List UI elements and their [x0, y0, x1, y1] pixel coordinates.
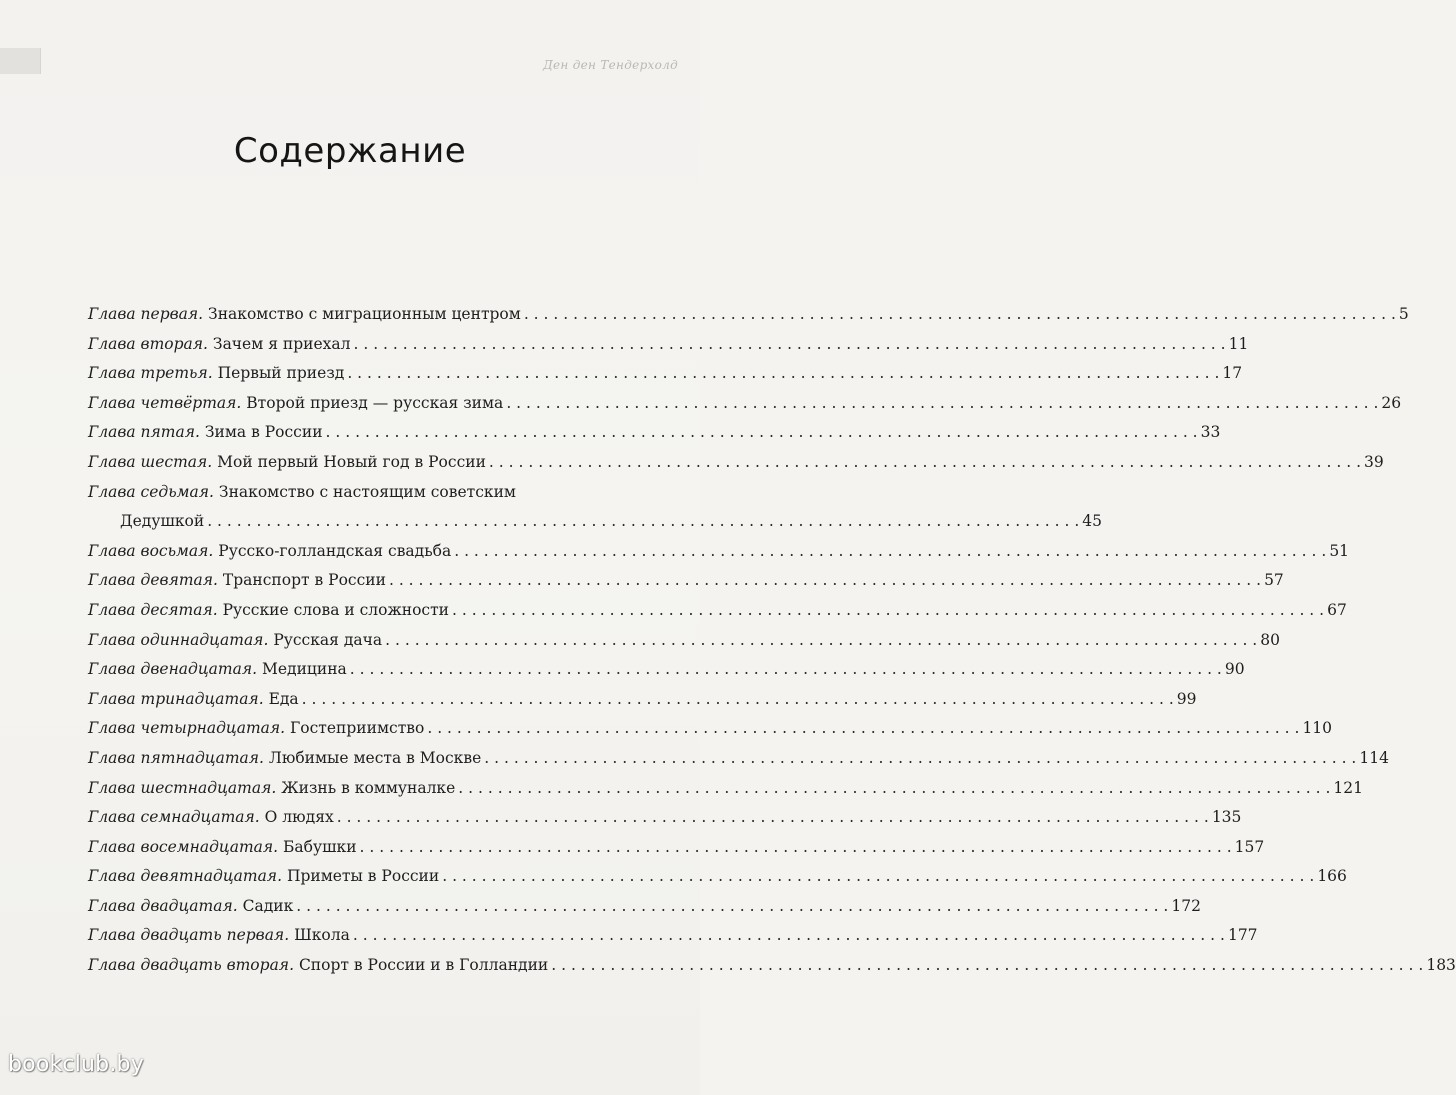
toc-page-number: 67	[1327, 600, 1347, 619]
toc-chapter-label: Глава пятая.	[88, 423, 200, 442]
toc-page-number: 57	[1264, 571, 1284, 590]
dot-leader	[454, 537, 1326, 567]
toc-chapter-label: Глава девятая.	[88, 571, 218, 590]
toc-entry	[88, 596, 1347, 626]
toc-chapter-label: Глава восьмая.	[88, 541, 214, 560]
dot-leader	[506, 389, 1378, 419]
toc-page-number: 135	[1211, 808, 1242, 827]
dot-leader	[442, 862, 1314, 892]
toc-page-number: 183	[1426, 956, 1456, 975]
toc-chapter-label: Глава четвёртая.	[88, 393, 242, 412]
dot-leader	[296, 892, 1168, 922]
dot-leader	[389, 566, 1261, 596]
dot-leader	[337, 803, 1209, 833]
toc-entry	[88, 478, 1103, 537]
toc-chapter-title: Спорт в России и в Голландии	[298, 956, 549, 975]
toc-chapter-title: Приметы в России	[286, 867, 440, 886]
toc-page-number: 80	[1260, 630, 1280, 649]
dot-leader	[551, 951, 1423, 981]
dot-leader	[353, 921, 1225, 951]
toc-entry	[88, 951, 1456, 981]
toc-chapter-title: Бабушки	[283, 837, 357, 856]
toc-chapter-label: Глава третья.	[88, 364, 213, 383]
page-title: Содержание	[233, 130, 467, 171]
toc-chapter-title: Русские слова и сложности	[222, 600, 449, 619]
toc-chapter-label: Глава шестнадцатая.	[88, 778, 277, 797]
toc-page-number: 33	[1200, 423, 1221, 442]
dot-leader	[326, 418, 1198, 448]
toc-page-number: 51	[1329, 541, 1350, 560]
dot-leader	[458, 774, 1330, 804]
toc-page-number: 172	[1171, 896, 1201, 915]
site-watermark: bookclub.by	[8, 1052, 144, 1077]
table-of-contents	[88, 300, 1456, 981]
toc-chapter-label: Глава восемнадцатая.	[88, 837, 279, 856]
toc-entry	[88, 418, 1221, 448]
toc-page-number: 26	[1381, 393, 1402, 412]
toc-page-number: 99	[1176, 689, 1197, 708]
dot-leader	[524, 300, 1396, 330]
toc-chapter-title: Медицина	[261, 660, 347, 679]
toc-entry	[88, 448, 1384, 478]
toc-chapter-label: Глава шестая.	[88, 452, 213, 471]
toc-page-number: 5	[1398, 305, 1409, 323]
toc-chapter-label: Глава пятнадцатая.	[88, 748, 264, 767]
dot-leader	[302, 685, 1174, 715]
toc-entry	[88, 359, 1243, 389]
toc-chapter-title: О людях	[264, 808, 334, 827]
toc-page-number: 114	[1359, 748, 1389, 767]
toc-chapter-title: Школа	[294, 926, 350, 945]
toc-page-number: 17	[1222, 364, 1243, 383]
dot-leader	[360, 833, 1232, 863]
dot-leader	[354, 330, 1226, 360]
toc-chapter-title: Мой первый Новый год в России	[217, 452, 486, 471]
toc-chapter-label: Глава первая.	[88, 305, 204, 323]
toc-entry	[88, 685, 1197, 715]
toc-chapter-label: Глава двадцать вторая.	[88, 956, 294, 975]
toc-entry	[88, 921, 1258, 951]
toc-chapter-label: Глава девятнадцатая.	[88, 867, 282, 886]
toc-page-number: 121	[1333, 778, 1363, 797]
toc-entry	[88, 862, 1347, 892]
toc-chapter-title: Знакомство с настоящим советским	[218, 482, 516, 501]
toc-chapter-title: Транспорт в России	[222, 571, 386, 590]
dot-leader	[452, 596, 1324, 626]
toc-chapter-label: Глава седьмая.	[88, 482, 214, 501]
toc-entry	[88, 774, 1363, 804]
toc-chapter-label: Глава вторая.	[88, 334, 208, 353]
toc-entry	[88, 389, 1402, 419]
toc-entry	[88, 626, 1280, 656]
toc-chapter-label: Глава десятая.	[88, 600, 218, 619]
toc-entry	[88, 300, 1409, 330]
toc-chapter-title: Русская дача	[273, 630, 383, 649]
toc-chapter-label: Глава семнадцатая.	[88, 808, 260, 827]
toc-page-number: 45	[1082, 512, 1103, 531]
running-head: Ден ден Тендерхолд	[542, 58, 678, 72]
toc-chapter-title: Еда	[268, 689, 299, 708]
toc-chapter-title: Зачем я приехал	[212, 334, 351, 353]
toc-chapter-label: Глава двенадцатая.	[88, 660, 258, 679]
toc-chapter-title: Любимые места в Москве	[268, 748, 482, 767]
dot-leader	[350, 655, 1222, 685]
toc-page-number: 166	[1317, 867, 1347, 886]
toc-entry	[88, 833, 1265, 863]
toc-page-number: 90	[1224, 660, 1245, 679]
dot-leader	[385, 626, 1257, 656]
page-edge-mark	[0, 48, 41, 74]
toc-chapter-label: Глава тринадцатая.	[88, 689, 264, 708]
dot-leader	[427, 714, 1299, 744]
toc-chapter-title: Знакомство с миграционным центром	[208, 305, 521, 323]
toc-entry	[88, 803, 1242, 833]
toc-entry	[88, 714, 1333, 744]
dot-leader	[207, 507, 1079, 537]
toc-entry	[88, 537, 1350, 567]
toc-chapter-title: Гостеприимство	[290, 719, 425, 738]
toc-page-number: 110	[1302, 719, 1333, 738]
toc-page-number: 11	[1228, 334, 1249, 353]
toc-page-number: 157	[1234, 837, 1265, 856]
toc-chapter-title: Садик	[242, 896, 294, 915]
toc-entry	[88, 892, 1201, 922]
toc-chapter-title: Второй приезд — русская зима	[246, 393, 504, 412]
dot-leader	[484, 744, 1356, 774]
toc-chapter-title: Зима в России	[204, 423, 323, 442]
toc-page-number: 39	[1364, 452, 1384, 471]
toc-chapter-title: Первый приезд	[217, 364, 345, 383]
dot-leader	[489, 448, 1361, 478]
toc-entry	[88, 655, 1245, 685]
toc-chapter-label: Глава двадцать первая.	[88, 926, 290, 945]
toc-chapter-title: Жизнь в коммуналке	[281, 778, 456, 797]
toc-chapter-title: Русско-голландская свадьба	[218, 541, 452, 560]
toc-page-number: 177	[1227, 926, 1258, 945]
dot-leader	[347, 359, 1219, 389]
toc-chapter-label: Глава одиннадцатая.	[88, 630, 269, 649]
toc-chapter-label: Глава двадцатая.	[88, 896, 238, 915]
toc-entry	[88, 566, 1284, 596]
toc-chapter-title-continued: Дедушкой	[120, 512, 205, 531]
toc-chapter-label: Глава четырнадцатая.	[88, 719, 286, 738]
toc-entry	[88, 330, 1249, 360]
toc-entry	[88, 744, 1389, 774]
